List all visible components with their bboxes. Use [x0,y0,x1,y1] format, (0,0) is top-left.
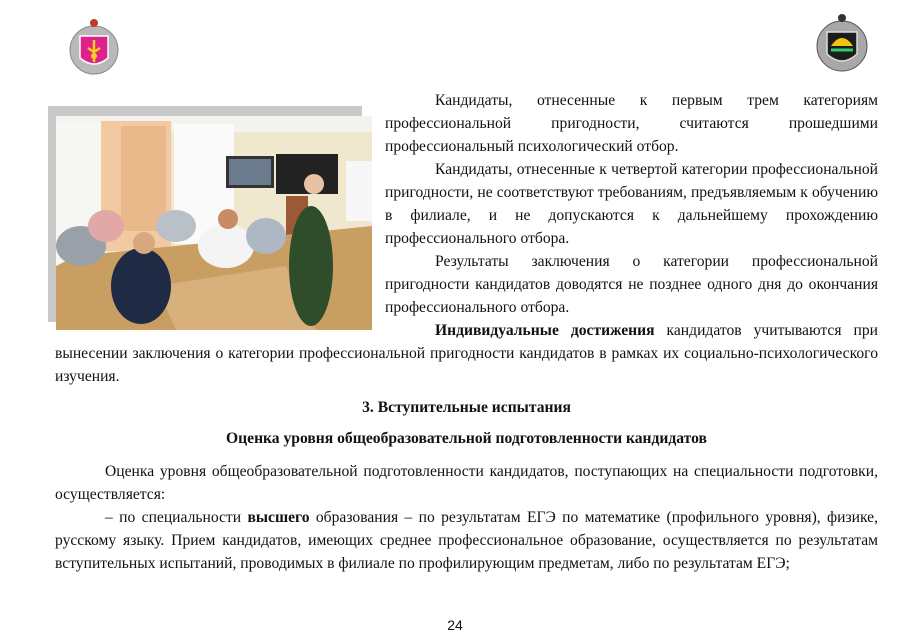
paragraph-higher-education [55,506,878,575]
right-emblem [815,12,869,76]
achievements-bold: Индивидуальные достижения [435,322,655,339]
paragraph-intro: Оценка уровня общеобразовательной подготовленности кандидатов, поступающих на специальности подготовки, осуществляется: [55,463,878,503]
page-number: 24 [447,617,463,633]
achievements-text: кандидатов учитываются при вынесении заключения о категории профессиональной пригодности кандидатов в рамках их социально-психологического изучения. [55,322,878,385]
document-body [55,89,878,575]
bullet-before: – по специальности [105,509,248,526]
classroom-photo [56,116,372,330]
bullet-after: образования – по результатам ЕГЭ по математике (профильного уровня), физике, русскому языку. Прием кандидатов, имеющих среднее профессиональное образование, осуществляется по результатам вступительных испытаний, проводимых в филиале по профилирующим предметам, либо по результатам ЕГЭ; [55,509,878,572]
left-emblem [68,18,120,78]
subheading: Оценка уровня общеобразовательной подготовленности кандидатов [226,430,707,447]
section-heading: 3. Вступительные испытания [362,399,571,416]
paragraph-fourth-category: Кандидаты, отнесенные к четвертой категории профессиональной пригодности, не соответствуют требованиям, предъявляемым к обучению в филиале, и не допускаются к дальнейшему прохождению профессионального отбора. [385,161,878,247]
paragraph-results: Результаты заключения о категории профессиональной пригодности кандидатов доводятся не позднее одного дня до окончания профессионального отбора. [385,253,878,316]
paragraph-categories-passed: Кандидаты, отнесенные к первым трем категориям профессиональной пригодности, считаются прошедшими профессиональный психологический отбор. [385,92,878,155]
bullet-bold: высшего [247,509,310,526]
photo-container [55,89,385,333]
